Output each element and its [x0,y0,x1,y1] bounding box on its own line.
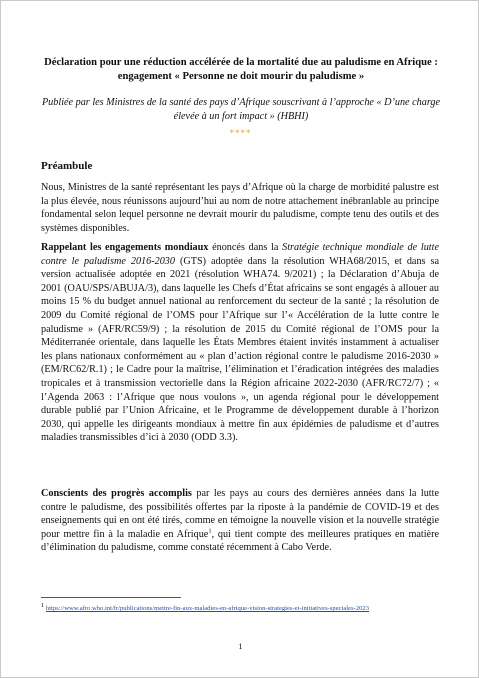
paragraph-text: énoncés dans la [208,242,283,253]
paragraph-rappelant [41,241,439,445]
paragraph-lead: Conscients des progrès accomplis [41,488,192,499]
footnote [41,601,439,613]
paragraph-text: (GTS) adoptée dans la résolution WHA68/2015, et dans sa version actualisée adoptée en 2021 (résolution WHA74. 9/2021) ; la Déclaration d’Abuja de 2001 (OAU/SPS/ABUJA/3), dans laquelle les Chefs d’État africains se sont engagés à allouer au moins 15 % du budget annuel national au renforcement du secteur de la santé ; la résolution de 2009 du Comité régional de l’OMS pour l’Afrique sur l’« Accélération de la lutte contre le paludisme » (AFR/RC59/9) ; la résolution de 2015 du Comité régional de l’OMS pour la Méditerranée orientale, dans laquelle les États Membres étaient invités instamment à actualiser les plans nationaux conformément au « plan d’action régional contre le paludisme 2016-2030 » (EM/RC62/R.1) ; le Cadre pour la maîtrise, l’élimination et l’éradication intégrées des maladies tropicales et à transmission vectorielle dans la Région africaine 2022-2030 (AFR/RC72/7) ; « l’Agenda 2063 : l’Afrique que nous voulons », un agenda régional pour le développement durable publié par l’Union Africaine, et le Programme de développement durable à l’horizon 2030, qui appelle les dirigeants mondiaux à mettre fin aux épidémies de paludisme et d’autres maladies transmissibles d’ici à 2030 (ODD 3.3). [41,255,439,444]
document-subtitle: Publiée par les Ministres de la santé des pays d’Afrique souscrivant à l’approche « D’une charge élevée à un fort impact » (HBHI) [41,97,441,122]
footnote-divider [41,597,181,598]
paragraph-lead: Rappelant les engagements mondiaux [41,242,209,253]
footnote-link[interactable]: https://www.afro.who.int/fr/publications/mettre-fin-aux-maladies-en-afrique-vision-strategies-et-initiatives-speciales-2023 [45,605,370,612]
footnote-number: 1 [41,601,45,609]
page-number: 1 [238,641,243,651]
separator-stars: **** [229,128,252,138]
paragraph-conscients [41,487,439,555]
document-title: Déclaration pour une réduction accélérée de la mortalité due au paludisme en Afrique : engagement « Personne ne doit mourir du paludisme » [44,57,438,82]
paragraph-text: , qui tient compte des meilleures pratiques en matière d’élimination du paludisme, comme constaté récemment à Cabo Verde. [41,528,439,554]
paragraph-text: par les pays au cours des dernières années dans la lutte contre le paludisme, des possibilités offertes par la riposte à la pandémie de COVID-19 et des enseignements qui en ont été tirés, comme en témoigne la nouvelle vision et la nouvelle stratégie pour mettre fin à la maladie en Afrique [41,488,439,540]
preamble-heading: Préambule [41,160,93,172]
strategy-title: Stratégie technique mondiale de lutte contre le paludisme 2016-2030 [41,242,439,267]
footnote-reference[interactable]: 1 [208,527,212,535]
paragraph-preamble: Nous, Ministres de la santé représentant les pays d’Afrique où la charge de morbidité palustre est la plus élevée, nous réunissons aujourd’hui au nom de notre attachement inébranlable au principe fondamental selon lequel personne ne devrait mourir du paludisme, compte tenu des outils et des systèmes disponibles. [41,182,439,234]
